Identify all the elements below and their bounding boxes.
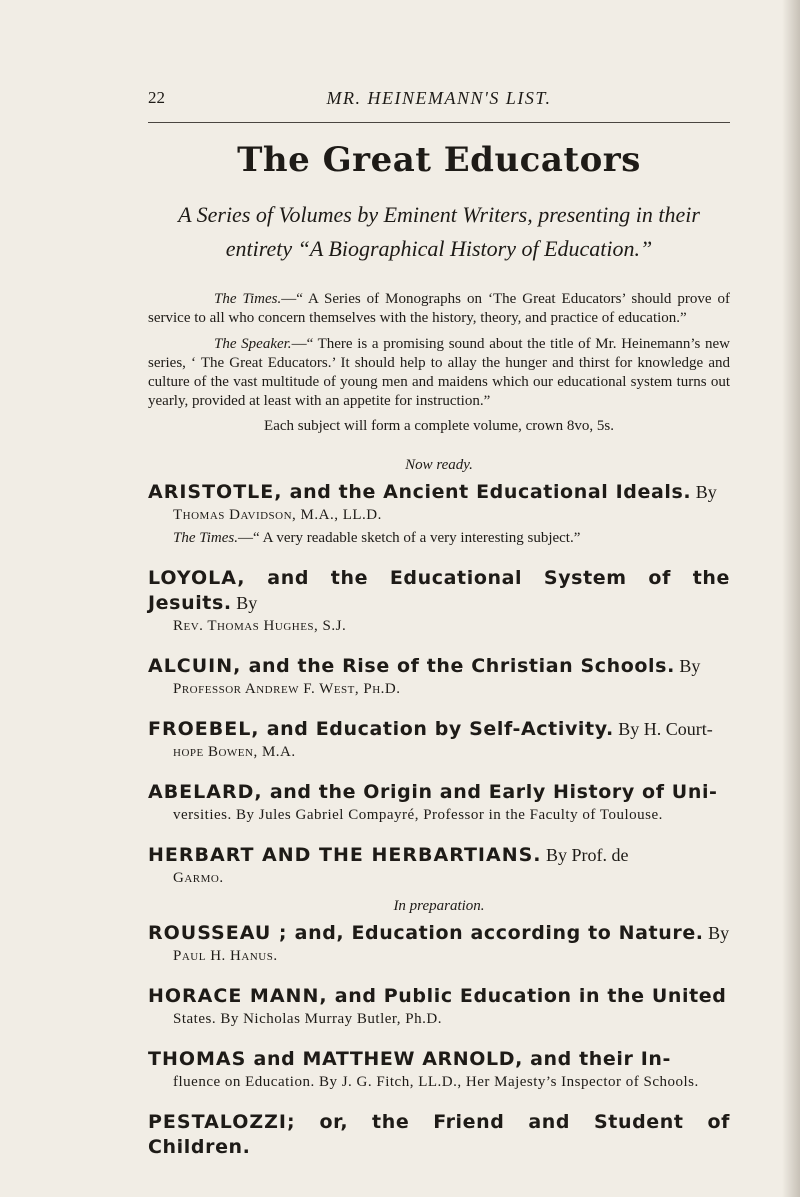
entry-subject: ALCUIN, <box>148 655 242 677</box>
entry-title <box>148 984 730 1009</box>
entry-title <box>148 1047 730 1072</box>
entry-title <box>148 843 730 868</box>
review-source: The Times. <box>214 291 282 307</box>
running-title: MR. HEINEMANN'S LIST. <box>326 88 552 108</box>
entry-by: By H. Court- <box>613 719 713 739</box>
entry-herbart <box>148 843 730 889</box>
entry-title <box>148 921 730 946</box>
entry-subject: ARISTOTLE, <box>148 481 283 503</box>
entry-title-rest: and the Origin and Early History of Uni- <box>262 781 718 803</box>
entry-author: hope Bowen, M.A. <box>173 744 296 760</box>
entry-by: By <box>674 656 701 676</box>
entry-title-rest: or, the Friend and Student of Children. <box>148 1111 730 1158</box>
entry-horace-mann <box>148 984 730 1030</box>
entry-title <box>148 480 730 505</box>
entry-froebel <box>148 717 730 763</box>
entry-author: Garmo. <box>173 870 224 886</box>
review-text: —“ A Series of Monographs on ‘The Great Educators’ should prove of service to all who concern themselves with the history, theory, and practice of education.” <box>148 291 730 326</box>
entry-title-rest: and the Ancient Educational Ideals. <box>282 481 692 503</box>
entry-subject: ABELARD, <box>148 781 263 803</box>
price-note: Each subject will form a complete volume, crown 8vo, 5s. <box>264 418 614 434</box>
running-head <box>148 88 730 112</box>
entry-loyola <box>148 566 730 637</box>
entry-subject: HERBART AND THE HERBARTIANS. <box>148 844 542 866</box>
page-edge-shadow <box>782 0 800 1197</box>
entry-subject: THOMAS <box>148 1048 247 1070</box>
entry-aristotle <box>148 480 730 549</box>
quote-source: The Times. <box>173 530 239 546</box>
review-times <box>148 290 730 328</box>
entry-title-rest: and the Rise of the Christian Schools. <box>241 655 675 677</box>
series-subtitle: A Series of Volumes by Eminent Writers, presenting in their entirety “A Biographical History of Education.” <box>178 202 700 261</box>
quote-text: —“ A very readable sketch of a very interesting subject.” <box>238 530 581 546</box>
entry-subject: PESTALOZZI; <box>148 1111 296 1133</box>
series-title: The Great Educators <box>237 140 641 180</box>
page-content <box>148 140 730 1177</box>
entry-rousseau <box>148 921 730 967</box>
entry-quote <box>148 528 730 549</box>
entry-alcuin <box>148 654 730 700</box>
entry-author: versities. By Jules Gabriel Compayré, Professor in the Faculty of Toulouse. <box>173 807 663 823</box>
review-speaker <box>148 335 730 411</box>
entry-author: Paul H. Hanus. <box>173 948 278 964</box>
entry-by: By <box>231 593 258 613</box>
entry-abelard <box>148 780 730 826</box>
entry-subject: HORACE MANN, <box>148 985 328 1007</box>
entry-title <box>148 780 730 805</box>
entry-pestalozzi <box>148 1110 730 1160</box>
in-preparation-heading: In preparation. <box>393 898 485 914</box>
entry-title <box>148 717 730 742</box>
entry-author: Thomas Davidson, M.A., LL.D. <box>173 507 382 523</box>
entry-author: fluence on Education. By J. G. Fitch, LL.D., Her Majesty’s Inspector of Schools. <box>173 1074 699 1090</box>
entry-author: Rev. Thomas Hughes, S.J. <box>173 618 347 634</box>
entry-subject: ROUSSEAU ; <box>148 922 288 944</box>
entry-by: By <box>691 482 717 502</box>
entry-title <box>148 654 730 679</box>
entry-author: States. By Nicholas Murray Butler, Ph.D. <box>173 1011 442 1027</box>
entry-title <box>148 566 730 616</box>
entry-title-rest: and the Educational System of the Jesuits. <box>148 567 730 614</box>
entry-arnold <box>148 1047 730 1093</box>
entry-title-rest: and, Education according to Nature. <box>287 922 704 944</box>
review-text: —“ There is a promising sound about the title of Mr. Heinemann’s new series, ‘ The Great Educators.’ It should help to allay the hunger and thirst for knowledge and culture of the vast multitude of young men and maidens which our educational system turns out yearly, provided at least with an appetite for instruction.” <box>148 336 730 409</box>
entry-subject: FROEBEL, <box>148 718 260 740</box>
review-source: The Speaker. <box>214 336 292 352</box>
now-ready-heading: Now ready. <box>405 457 473 473</box>
entry-by: By Prof. de <box>541 845 629 865</box>
entry-title <box>148 1110 730 1160</box>
entry-title-rest: and Education by Self-Activity. <box>259 718 614 740</box>
entry-title-rest: and Public Education in the United <box>327 985 727 1007</box>
page-number: 22 <box>148 88 165 107</box>
entry-subject: LOYOLA, <box>148 567 246 589</box>
entry-by: By <box>703 923 730 943</box>
entry-title-rest: and MATTHEW ARNOLD, and their In- <box>246 1048 671 1070</box>
entry-author: Professor Andrew F. West, Ph.D. <box>173 681 401 697</box>
header-rule <box>148 122 730 123</box>
